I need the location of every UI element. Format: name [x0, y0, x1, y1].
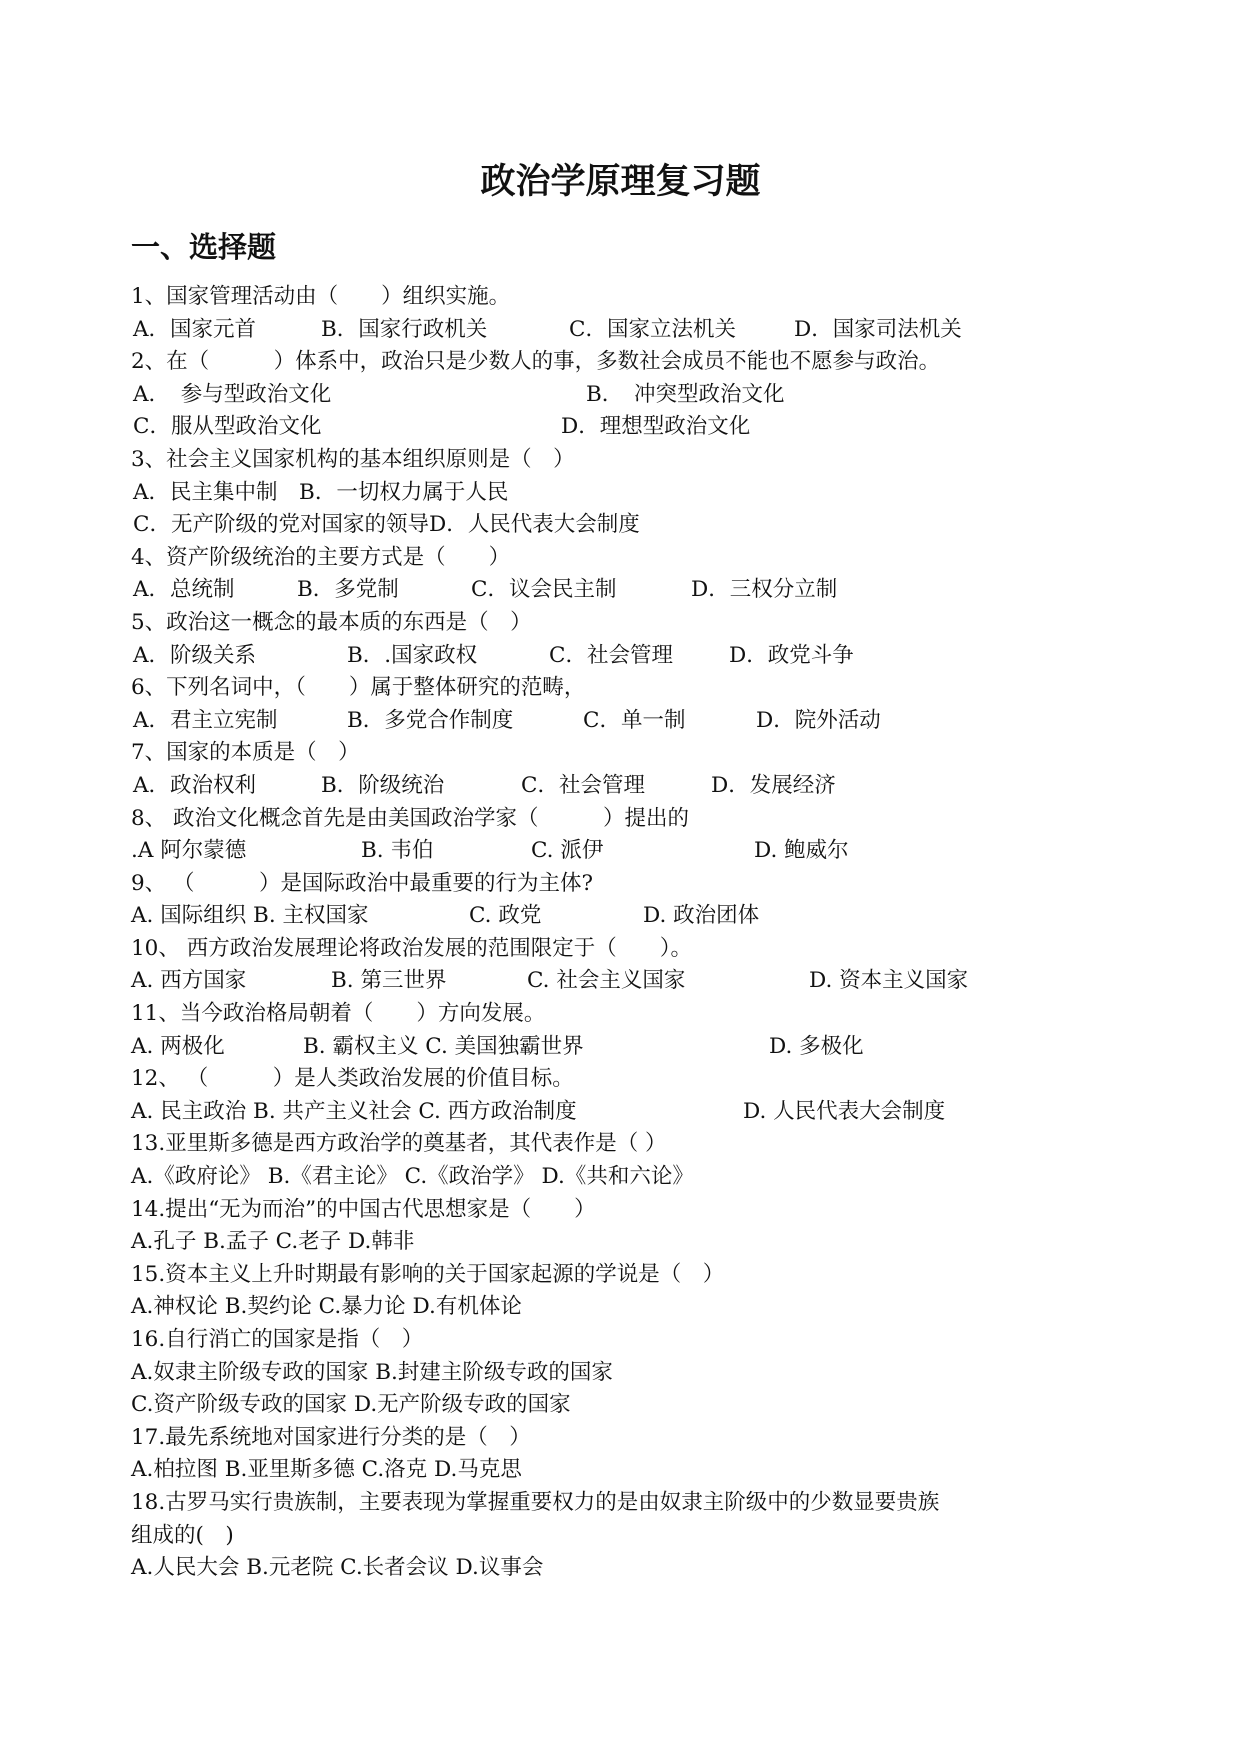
- question-text: 4、资产阶级统治的主要方式是（ ）: [131, 544, 511, 570]
- answer-option: A．君主立宪制: [133, 707, 278, 733]
- answer-option: C．社会管理: [549, 642, 673, 668]
- answer-options-row: [131, 1357, 1091, 1390]
- answer-option: A.人民大会 B.元老院 C.长者会议 D.议事会: [131, 1555, 544, 1581]
- answer-options-row: [131, 965, 1091, 998]
- answer-options-row: [131, 1031, 1091, 1064]
- answer-options-row: [131, 1454, 1091, 1487]
- question-text: 18.古罗马实行贵族制，主要表现为掌握重要权力的是由奴隶主阶级中的少数显要贵族: [131, 1489, 940, 1515]
- answer-options-row: [131, 1552, 1091, 1585]
- answer-options-row: [131, 640, 1091, 673]
- answer-options-row: [131, 477, 1091, 510]
- answer-option: C．单一制: [583, 707, 686, 733]
- answer-option: C．社会管理: [521, 772, 645, 798]
- answer-option: A. 两极化: [131, 1033, 225, 1059]
- page-title: 政治学原理复习题: [480, 161, 761, 202]
- question-list: [131, 281, 1091, 1585]
- answer-option: D．政党斗争: [729, 642, 854, 668]
- answer-options-row: [131, 509, 1091, 542]
- answer-option: A.《政府论》 B.《君主论》 C.《政治学》 D.《共和六论》: [131, 1164, 694, 1190]
- answer-option: C．国家立法机关: [569, 316, 736, 342]
- answer-option: D. 政治团体: [643, 903, 760, 929]
- answer-option: C.资产阶级专政的国家 D.无产阶级专政的国家: [131, 1392, 571, 1418]
- question-text: 10、 西方政治发展理论将政治发展的范围限定于（ ）。: [131, 935, 692, 961]
- answer-option: A.柏拉图 B.亚里斯多德 C.洛克 D.马克思: [131, 1457, 522, 1483]
- answer-options-row: [131, 1226, 1091, 1259]
- question-text: 3、社会主义国家机构的基本组织原则是（ ）: [131, 446, 575, 472]
- answer-option: D．三权分立制: [691, 577, 838, 603]
- answer-option: A．国家元首: [133, 316, 257, 342]
- answer-option: A．阶级关系: [133, 642, 257, 668]
- question-text: 9、 （ ）是国际政治中最重要的行为主体?: [131, 870, 594, 896]
- question-text: 5、政治这一概念的最本质的东西是（ ）: [131, 609, 532, 635]
- answer-option: B．国家行政机关: [321, 316, 488, 342]
- answer-option: B．.国家政权: [347, 642, 478, 668]
- answer-options-row: [131, 835, 1091, 868]
- answer-option: D. 人民代表大会制度: [743, 1098, 946, 1124]
- question-text: 2、在（ ）体系中，政治只是少数人的事，多数社会成员不能也不愿参与政治。: [131, 349, 941, 375]
- answer-options-row: [131, 705, 1091, 738]
- answer-option: A.神权论 B.契约论 C.暴力论 D.有机体论: [131, 1294, 522, 1320]
- answer-option: C. 社会主义国家: [527, 968, 686, 994]
- answer-option: B. 韦伯: [361, 838, 434, 864]
- answer-option: A.奴隶主阶级专政的国家 B.封建主阶级专政的国家: [131, 1359, 613, 1385]
- answer-options-row: [131, 1291, 1091, 1324]
- section-heading: 一、选择题: [131, 230, 277, 264]
- answer-option: A．总统制: [133, 577, 235, 603]
- answer-option: B．阶级统治: [321, 772, 445, 798]
- answer-option: C．服从型政治文化: [133, 414, 322, 440]
- question-text: 组成的( ): [131, 1522, 234, 1548]
- answer-option: D．院外活动: [756, 707, 881, 733]
- answer-option: A. 民主政治 B. 共产主义社会 C. 西方政治制度: [131, 1098, 577, 1124]
- answer-option: D．理想型政治文化: [561, 414, 751, 440]
- answer-option: A．政治权利: [133, 772, 257, 798]
- answer-option: B．多党合作制度: [347, 707, 514, 733]
- answer-options-row: [131, 1389, 1091, 1422]
- answer-options-row: [131, 1161, 1091, 1194]
- answer-option: A. 国际组织 B. 主权国家: [131, 903, 369, 929]
- question-text: 14.提出“无为而治”的中国古代思想家是（ ）: [131, 1196, 596, 1222]
- answer-options-row: [131, 1096, 1091, 1129]
- answer-option: B. 第三世界: [331, 968, 447, 994]
- question-text: 12、 （ ）是人类政治发展的价值目标。: [131, 1066, 574, 1092]
- answer-option: D. 资本主义国家: [809, 968, 969, 994]
- answer-option: D．国家司法机关: [794, 316, 962, 342]
- answer-options-row: [131, 900, 1091, 933]
- answer-options-row: [131, 314, 1091, 347]
- answer-option: .A 阿尔蒙德: [131, 838, 247, 864]
- answer-option: C．无产阶级的党对国家的领导D．人民代表大会制度: [133, 512, 640, 538]
- answer-option: C. 派伊: [531, 838, 604, 864]
- answer-options-row: [131, 770, 1091, 803]
- question-text: 16.自行消亡的国家是指（ ）: [131, 1327, 424, 1352]
- answer-option: A．民主集中制 B．一切权力属于人民: [133, 479, 509, 505]
- answer-option: D. 鲍威尔: [754, 838, 849, 864]
- answer-option: D. 多极化: [769, 1033, 864, 1059]
- question-text: 1、国家管理活动由（ ）组织实施。: [131, 284, 511, 309]
- question-text: 8、 政治文化概念首先是由美国政治学家（ ）提出的: [131, 805, 690, 831]
- question-text: 6、下列名词中，（ ）属于整体研究的范畴，: [131, 675, 586, 701]
- answer-options-row: [131, 574, 1091, 607]
- answer-option: A． 参与型政治文化: [133, 381, 332, 407]
- question-text: 17.最先系统地对国家进行分类的是（ ）: [131, 1424, 531, 1450]
- question-text: 13.亚里斯多德是西方政治学的奠基者，其代表作是（ ）: [131, 1131, 667, 1157]
- answer-option: C. 政党: [469, 903, 542, 929]
- answer-options-row: [131, 411, 1091, 444]
- question-text: 15.资本主义上升时期最有影响的关于国家起源的学说是（ ）: [131, 1261, 725, 1287]
- answer-option: B．多党制: [297, 577, 399, 603]
- answer-option: B. 霸权主义 C. 美国独霸世界: [303, 1033, 584, 1059]
- answer-option: A. 西方国家: [131, 968, 247, 994]
- question-text: 11、当今政治格局朝着（ ）方向发展。: [131, 1001, 546, 1027]
- answer-options-row: [131, 379, 1091, 412]
- answer-option: A.孔子 B.孟子 C.老子 D.韩非: [131, 1229, 415, 1255]
- question-text: 7、国家的本质是（ ）: [131, 740, 360, 766]
- answer-option: B． 冲突型政治文化: [586, 381, 785, 407]
- answer-option: C．议会民主制: [471, 577, 617, 603]
- answer-option: D．发展经济: [711, 772, 836, 798]
